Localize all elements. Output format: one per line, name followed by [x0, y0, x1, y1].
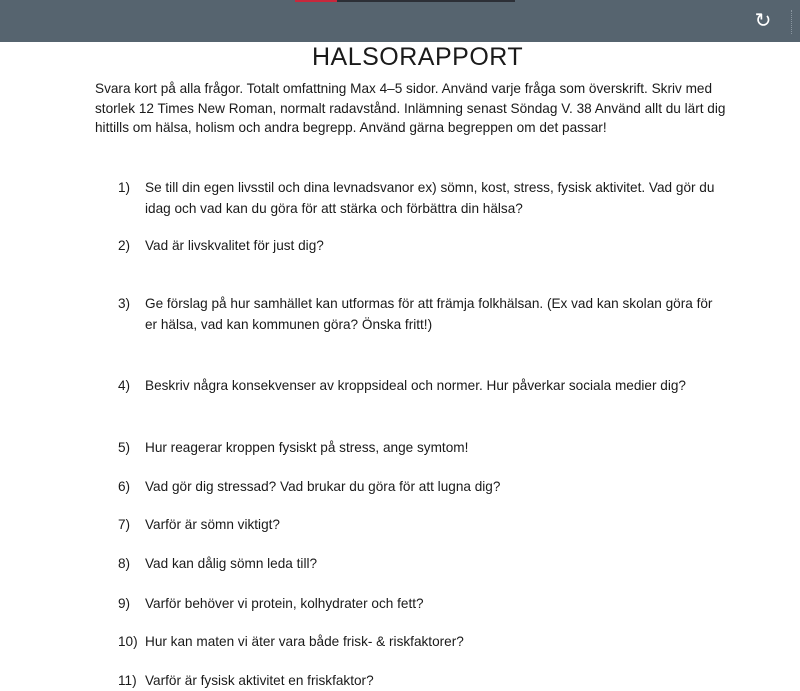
question-text: Se till din egen livsstil och dina levnadsvanor ex) sömn, kost, stress, fysisk aktivitet. Vad gör du idag och vad kan du göra för att stärka och förbättra din hälsa? [145, 180, 715, 216]
question-item [118, 235, 728, 256]
question-text: Vad kan dålig sömn leda till? [145, 556, 318, 571]
question-item [118, 293, 728, 335]
progress-bar [295, 0, 515, 2]
question-text: Beskriv några konsekvenser av kroppsideal och normer. Hur påverkar sociala medier dig? [145, 378, 686, 393]
question-item [118, 177, 728, 219]
question-number: 10) [118, 634, 138, 649]
question-number: 6) [118, 479, 131, 494]
question-item [118, 437, 728, 458]
question-text: Ge förslag på hur samhället kan utformas för att främja folkhälsan. (Ex vad kan skolan göra för er hälsa, vad kan kommunen göra? Önska fritt!) [145, 296, 713, 332]
question-number: 3) [118, 296, 131, 311]
question-text: Varför är sömn viktigt? [145, 517, 280, 532]
question-number: 11) [118, 673, 137, 688]
question-item [118, 631, 728, 652]
question-item [118, 593, 728, 614]
question-number: 1) [118, 180, 131, 195]
progress-fill [295, 0, 337, 2]
question-number: 4) [118, 378, 131, 393]
question-item [118, 514, 728, 535]
question-text: Vad är livskvalitet för just dig? [145, 238, 324, 253]
question-item [118, 670, 728, 691]
document-title: HALSORAPPORT [312, 43, 524, 71]
viewer-toolbar [0, 0, 800, 42]
reload-icon[interactable]: ↻ [754, 10, 772, 32]
question-number: 9) [118, 596, 131, 611]
question-number: 2) [118, 238, 131, 253]
question-number: 5) [118, 440, 131, 455]
question-text: Hur kan maten vi äter vara både frisk- & riskfaktorer? [145, 634, 464, 649]
question-number: 7) [118, 517, 131, 532]
question-text: Vad gör dig stressad? Vad brukar du göra för att lugna dig? [145, 479, 501, 494]
question-item [118, 375, 728, 396]
question-number: 8) [118, 556, 131, 571]
question-text: Varför är fysisk aktivitet en friskfaktor? [145, 673, 374, 688]
question-text: Varför behöver vi protein, kolhydrater och fett? [145, 596, 424, 611]
question-item [118, 476, 728, 497]
document-intro: Svara kort på alla frågor. Totalt omfattning Max 4–5 sidor. Använd varje fråga som överskrift. Skriv med storlek 12 Times New Roman, normalt radavstånd. Inlämning senast Söndag V. 38 Använd allt du lärt dig hittills om hälsa, holism och andra begrepp. Använd gärna begreppen om det passar! [95, 81, 726, 135]
question-text: Hur reagerar kroppen fysiskt på stress, ange symtom! [145, 440, 469, 455]
more-options-handle[interactable] [791, 10, 794, 34]
question-item [118, 553, 728, 574]
